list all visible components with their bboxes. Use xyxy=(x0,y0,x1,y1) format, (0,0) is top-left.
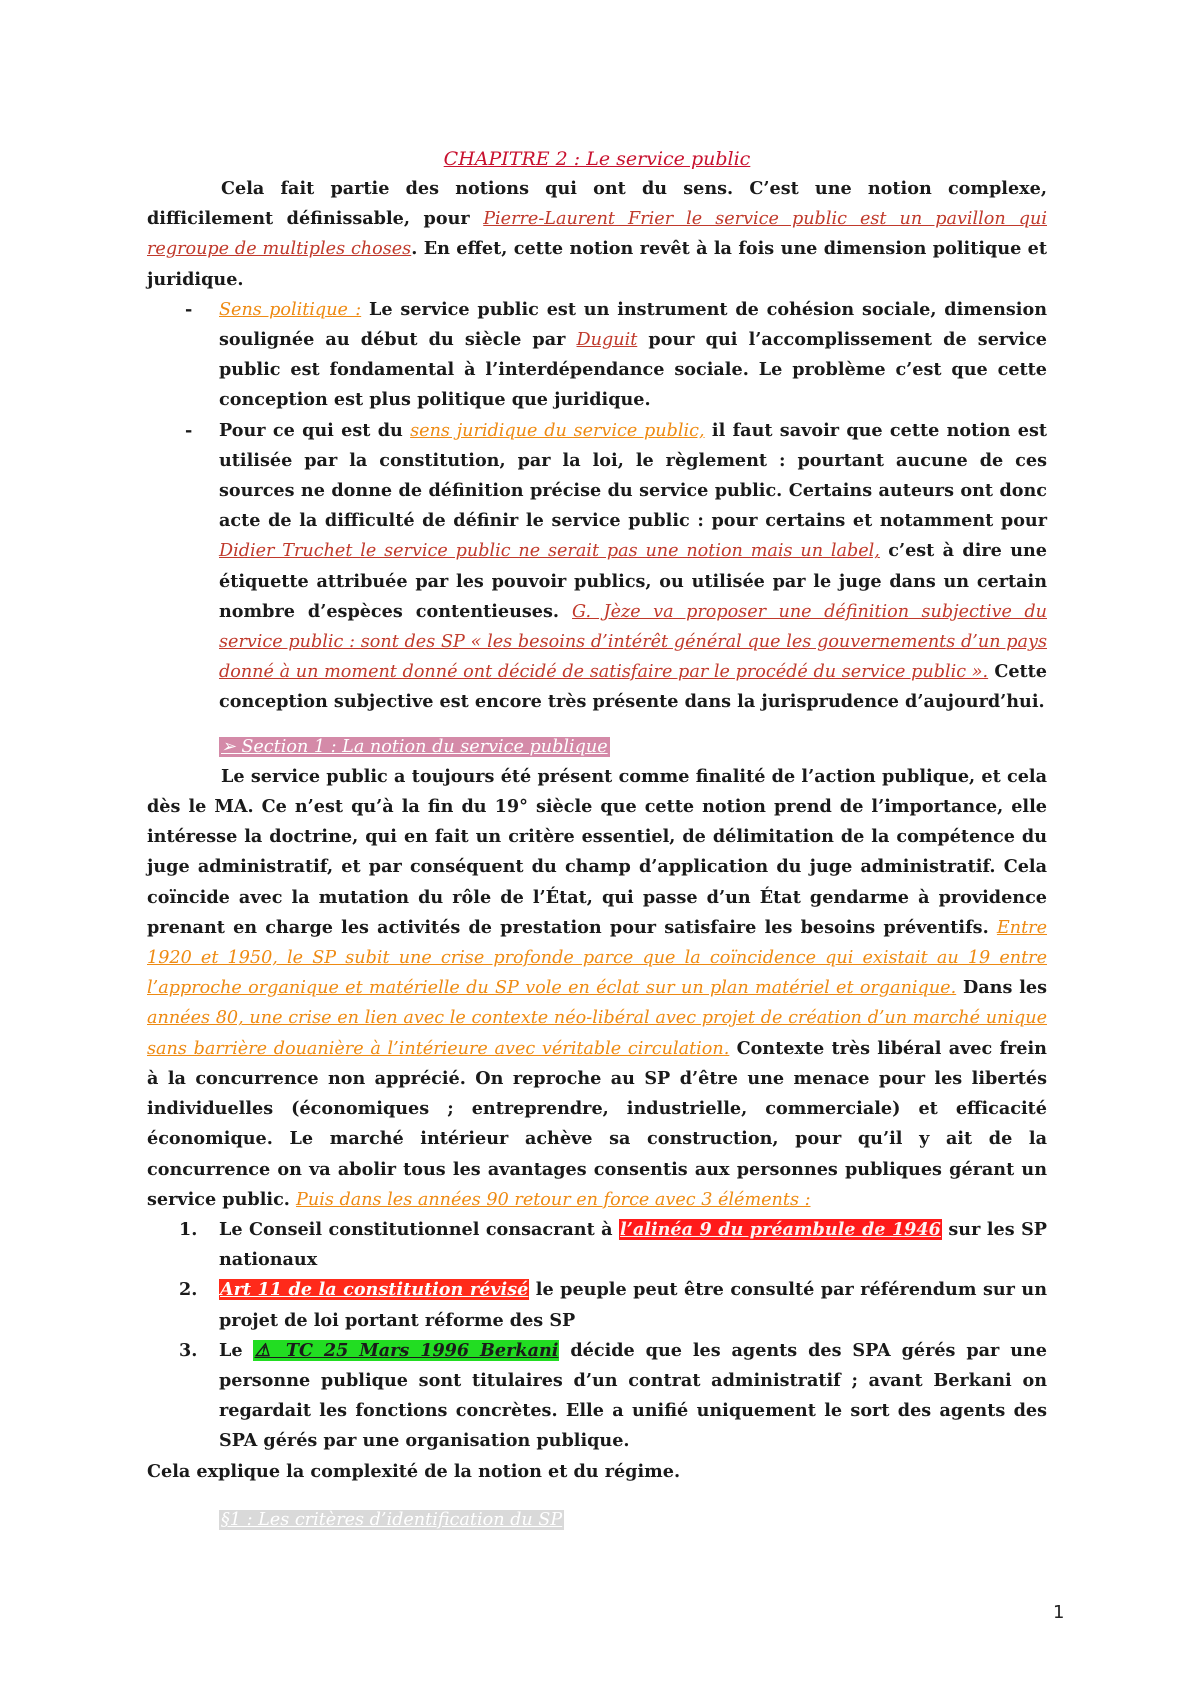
item-number: 2. xyxy=(179,1279,198,1301)
section-1-heading xyxy=(219,732,1047,762)
legal-sense-label: sens juridique du service public, xyxy=(410,420,705,441)
section-1-text-2: Dans les xyxy=(956,977,1048,999)
highlight-preambule-1946: l’alinéa 9 du préambule de 1946 xyxy=(620,1218,941,1240)
section-1-text-3: Contexte très libéral avec frein à la concurrence non apprécié. On reproche au SP d’être une menace pour les libertés individuelles (économiques ; entreprendre, industrielle, commerciale) et efficacité économique. Le marché intérieur achève sa construction, pour qu’il y ait de la concurrence on va abolir tous les avantages consentis aux personnes publiques gérant un service public. xyxy=(147,1037,1047,1210)
intro-text-2: . En effet, cette notion revêt à la fois une dimension politique et juridique. xyxy=(147,238,1048,290)
section-1-text-1: Le service public a toujours été présent comme finalité de l’action publique, et cela dès le MA. Ce n’est qu’à la fin du 19° siècle que cette notion prend de l’importance, elle intéresse la doctrine, qui en fait un critère essentiel, de délimitation de la compétence du juge administratif, et par conséquent du champ d’application du juge administratif. Cela coïncide avec la mutation du rôle de l’État, qui passe d’un État gendarme à providence prenant en charge les activités de prestation pour satisfaire les besoins préventifs. xyxy=(147,765,1047,938)
item-2-text: le peuple peut être consulté par référendum sur un projet de loi portant réforme des SP xyxy=(219,1279,1047,1331)
item-1-text-1: Le Conseil constitutionnel consacrant à xyxy=(219,1218,620,1240)
item-number: 1. xyxy=(179,1218,198,1240)
element-item-2 xyxy=(147,1275,1047,1335)
bullet-legal-sense xyxy=(147,416,1047,718)
item-1-text-2: sur les SP nationaux xyxy=(219,1218,1048,1271)
definition-list xyxy=(147,295,1047,718)
political-sense-label: Sens politique : xyxy=(219,299,362,320)
legal-sense-text-3: c’est à dire une étiquette attribuée par les pouvoir publics, ou utilisée par le juge dans un certain nombre d’espèces contentieuses. xyxy=(219,540,1047,622)
section-1-heading-text: ➢ Section 1 : La notion du service publique xyxy=(221,736,608,757)
intro-citation-frier: Pierre-Laurent Frier le service public est un pavillon qui regroupe de multiples choses xyxy=(147,209,1047,260)
author-duguit: Duguit xyxy=(576,330,638,351)
highlight-berkani: ⚠ TC 25 Mars 1996 Berkani xyxy=(254,1339,559,1361)
political-sense-text-2: pour qui l’accomplissement de service public est fondamental à l’interdépendance sociale. Le problème c’est que cette conception est plus politique que juridique. xyxy=(219,329,1047,411)
subsection-heading-text: §1 : Les critères d’identification du SP xyxy=(221,1509,563,1530)
item-3-text-2: décide que les agents des SPA gérés par une personne publique sont titulaires d’un contrat administratif ; avant Berkani on regardait les fonctions concrètes. Elle a unifié uniquement le sort des agents des SPA gérés par une organisation publique. xyxy=(219,1339,1047,1452)
elements-list xyxy=(147,1215,1047,1457)
chapter-title-text: CHAPITRE 2 : Le service public xyxy=(443,148,751,170)
page-number: 1 xyxy=(1053,1602,1065,1623)
item-number: 3. xyxy=(179,1339,198,1361)
section-1-paragraph xyxy=(147,762,1047,1215)
citation-jeze: G. Jèze va proposer une définition subjective du service public : sont des SP « les besoins d’intérêt général que les gouvernements d’un pays donné à un moment donné ont décidé de satisfaire par le procédé du service public ». xyxy=(219,601,1047,683)
element-item-3 xyxy=(147,1336,1047,1457)
highlight-art-11: Art 11 de la constitution révisé xyxy=(220,1279,529,1301)
legal-sense-text-4: Cette conception subjective est encore très présente dans la jurisprudence d’aujourd’hui. xyxy=(219,661,1047,713)
bullet-political-sense xyxy=(147,295,1047,416)
crisis-1920-1950: Entre 1920 et 1950, le SP subit une crise profonde parce que la coïncidence qui existait au 19 entre l’approche organique et matérielle du SP vole en éclat sur un plan matériel et organique. xyxy=(147,917,1047,999)
element-item-1 xyxy=(147,1215,1047,1275)
return-years-90: Puis dans les années 90 retour en force avec 3 éléments : xyxy=(296,1189,811,1210)
crisis-years-80: années 80, une crise en lien avec le contexte néo-libéral avec projet de création d’un marché unique sans barrière douanière à l’intérieure avec véritable circulation. xyxy=(147,1008,1047,1059)
chapter-title xyxy=(147,144,1047,174)
page-content xyxy=(147,144,1047,1535)
intro-paragraph xyxy=(147,174,1047,295)
intro-text-1: Cela fait partie des notions qui ont du sens. C’est une notion complexe, difficilement définissable, pour xyxy=(147,178,1047,230)
citation-truchet: Didier Truchet le service public ne serait pas une notion mais un label, xyxy=(219,541,880,562)
item-3-text-1: Le xyxy=(219,1339,254,1361)
legal-sense-text-2: il faut savoir que cette notion est utilisée par la constitution, par la loi, le règlement : pourtant aucune de ces sources ne donne de définition précise du service public. Certains auteurs ont donc acte de la difficulté de définir le service public : pour certains et notamment pour xyxy=(219,419,1047,532)
subsection-heading xyxy=(219,1505,1047,1535)
bullet-marker: - xyxy=(185,298,193,320)
conclusion-paragraph: Cela explique la complexité de la notion et du régime. xyxy=(147,1460,681,1482)
political-sense-text-1: Le service public est un instrument de cohésion sociale, dimension soulignée au début du siècle par xyxy=(219,298,1048,351)
bullet-marker: - xyxy=(185,419,193,441)
legal-sense-text-1: Pour ce qui est du xyxy=(219,419,411,441)
